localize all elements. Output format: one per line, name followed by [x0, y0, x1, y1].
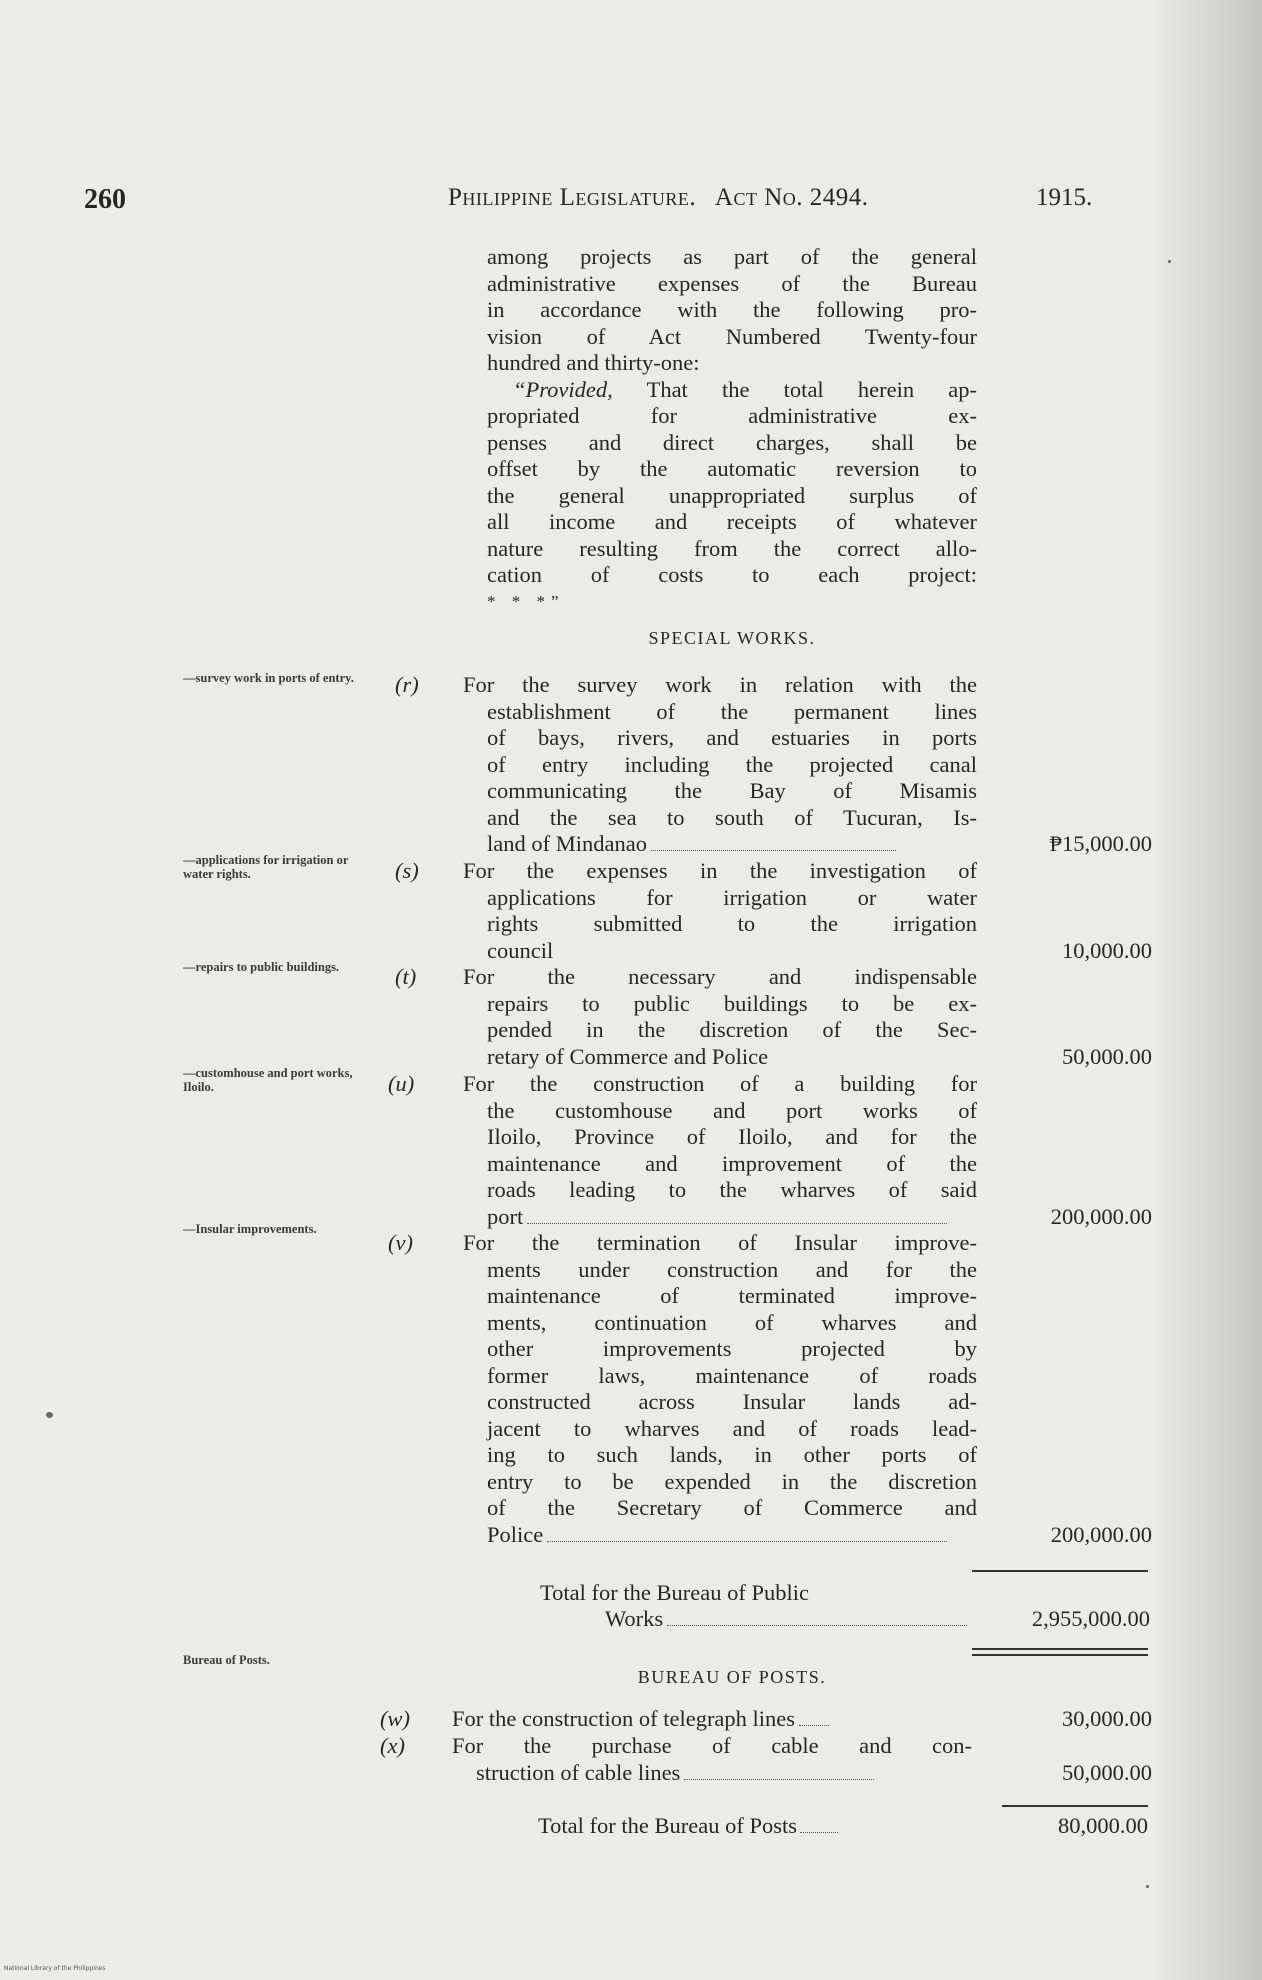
item-line: other improvements projected by	[487, 1336, 977, 1361]
item-text	[463, 1071, 977, 1230]
section-heading-special-works: SPECIAL WORKS.	[648, 628, 816, 648]
item-line: ments under construction and for the	[487, 1256, 977, 1282]
total-label-word: Works	[605, 1606, 664, 1631]
proviso-word: “Provided,	[513, 376, 613, 402]
item-text	[463, 672, 977, 858]
proviso-line: the general unappropriated surplus of	[487, 482, 977, 508]
page-edge-shadow	[1152, 0, 1262, 1980]
item-line: establishment of the permanent lines	[487, 698, 977, 724]
posts-total-amount: 80,000.00	[1058, 1813, 1148, 1838]
item-letter: (w)	[380, 1706, 410, 1731]
item-line: of bays, rivers, and estuaries in ports	[487, 725, 977, 750]
item-line: For the construction of a building for	[463, 1071, 977, 1096]
proviso-line: offset by the automatic reversion to	[487, 456, 977, 481]
intro-line: vision of Act Numbered Twenty-four	[487, 323, 977, 349]
item-letter: (v)	[388, 1230, 413, 1255]
item-line: applications for irrigation or water	[487, 884, 977, 910]
item-line: constructed across Insular lands ad-	[487, 1389, 977, 1414]
item-text	[452, 1733, 972, 1786]
item-line: maintenance of terminated improve-	[487, 1283, 977, 1308]
item-amount: 10,000.00	[1062, 937, 1152, 963]
posts-total-rule	[1002, 1805, 1148, 1807]
act-number: Act No. 2494.	[714, 184, 869, 211]
section-heading-posts: BUREAU OF POSTS.	[637, 1667, 827, 1687]
item-line: Iloilo, Province of Iloilo, and for the	[487, 1124, 977, 1149]
item-line: land of Mindanao	[463, 831, 977, 858]
proviso-line: cation of costs to each project:	[487, 562, 977, 587]
total-label-line: Total for the Bureau of Public	[540, 1580, 809, 1605]
item-amount: 50,000.00	[1062, 1759, 1152, 1785]
item-line: the customhouse and port works of	[487, 1097, 977, 1123]
item-line: entry to be expended in the discretion	[487, 1468, 977, 1494]
leader-dots	[684, 1761, 874, 1780]
proviso-line: propriated for administrative ex-	[487, 403, 977, 428]
intro-line: in accordance with the following pro-	[487, 297, 977, 322]
item-letter: (x)	[380, 1733, 405, 1758]
item-text	[452, 1706, 972, 1733]
item-line: retary of Commerce and Police	[487, 1043, 769, 1069]
leader-dots	[799, 1707, 829, 1726]
leader-dots	[527, 1205, 947, 1224]
leader-dots	[800, 1814, 838, 1833]
intro-line: administrative expenses of the Bureau	[487, 270, 977, 296]
item-amount: 200,000.00	[1050, 1521, 1152, 1547]
item-text	[463, 1230, 977, 1548]
proviso-line: all income and receipts of whatever	[487, 509, 977, 534]
scan-speck	[1146, 1885, 1149, 1888]
item-text	[463, 858, 977, 964]
side-note-t: —repairs to public buildings.	[183, 960, 340, 974]
item-line: For the purchase of cable and con-	[452, 1733, 972, 1758]
running-title: Philippine Legislature.	[448, 184, 697, 211]
side-note-r: —survey work in ports of entry.	[183, 671, 354, 685]
item-line: ments, continuation of wharves and	[487, 1309, 977, 1335]
scan-speck	[1168, 260, 1171, 263]
total-amount: 2,955,000.00	[1031, 1606, 1150, 1631]
item-line: communicating the Bay of Misamis	[487, 778, 977, 803]
item-amount: 200,000.00	[1050, 1203, 1152, 1229]
item-line: Police	[463, 1522, 977, 1549]
item-line: rights submitted to the irrigation	[487, 911, 977, 936]
posts-total-label-text: Total for the Bureau of Posts	[538, 1813, 798, 1838]
item-letter: (t)	[395, 964, 417, 989]
item-line: For the construction of telegraph lines	[452, 1706, 972, 1733]
item-line: jacent to wharves and of roads lead-	[487, 1415, 977, 1441]
leader-dots	[667, 1607, 967, 1626]
proviso-line: “Provided, That the total herein ap-	[513, 376, 978, 402]
total-rule	[972, 1570, 1148, 1572]
item-line: of the Secretary of Commerce and	[487, 1495, 977, 1520]
leader-dots	[651, 832, 896, 851]
item-amount: 30,000.00	[1062, 1706, 1152, 1731]
intro-line: among projects as part of the general	[487, 244, 977, 269]
side-note-v: —Insular improvements.	[183, 1222, 317, 1236]
header-year: 1915.	[1036, 184, 1093, 211]
intro-line: hundred and thirty-one:	[487, 350, 700, 375]
side-note-posts: Bureau of Posts.	[183, 1653, 270, 1667]
side-note-s: —applications for irrigation or water rights.	[183, 853, 349, 881]
posts-total-label	[538, 1813, 838, 1840]
item-line: For the expenses in the investigation of	[463, 858, 977, 883]
total-label-line	[605, 1606, 967, 1633]
item-letter: (s)	[395, 858, 419, 883]
grand-total-double-rule	[972, 1648, 1148, 1656]
leader-dots	[547, 1523, 947, 1542]
item-letter: (u)	[388, 1071, 415, 1096]
item-line: For the necessary and indispensable	[463, 964, 977, 989]
item-line: and the sea to south of Tucuran, Is-	[487, 804, 977, 830]
item-line: council	[487, 937, 554, 963]
item-amount: ₱15,000.00	[1049, 831, 1152, 856]
item-line: For the survey work in relation with the	[463, 672, 977, 697]
scan-speck	[46, 1412, 53, 1418]
library-footer: National Library of the Philippines	[4, 1965, 106, 1972]
item-line: roads leading to the wharves of said	[487, 1177, 977, 1202]
item-line: ing to such lands, in other ports of	[487, 1442, 977, 1467]
running-header	[448, 184, 869, 212]
item-line: former laws, maintenance of roads	[487, 1362, 977, 1388]
item-text	[463, 964, 977, 1070]
item-letter: (r)	[395, 672, 419, 697]
proviso-line: * * *”	[487, 591, 565, 611]
proviso-line: nature resulting from the correct allo-	[487, 535, 977, 561]
item-line: maintenance and improvement of the	[487, 1150, 977, 1176]
page-number: 260	[84, 184, 126, 215]
proviso-line: penses and direct charges, shall be	[487, 429, 977, 455]
side-note-u: —customhouse and port works, Iloilo.	[183, 1066, 353, 1094]
item-line: of entry including the projected canal	[487, 751, 977, 777]
item-line: pended in the discretion of the Sec-	[487, 1017, 977, 1042]
intro-paragraph	[487, 244, 977, 615]
item-line: For the termination of Insular improve-	[463, 1230, 977, 1255]
item-line: repairs to public buildings to be ex-	[487, 990, 977, 1016]
item-line: struction of cable lines	[452, 1760, 972, 1787]
item-line: port	[463, 1204, 977, 1231]
item-amount: 50,000.00	[1062, 1043, 1152, 1069]
